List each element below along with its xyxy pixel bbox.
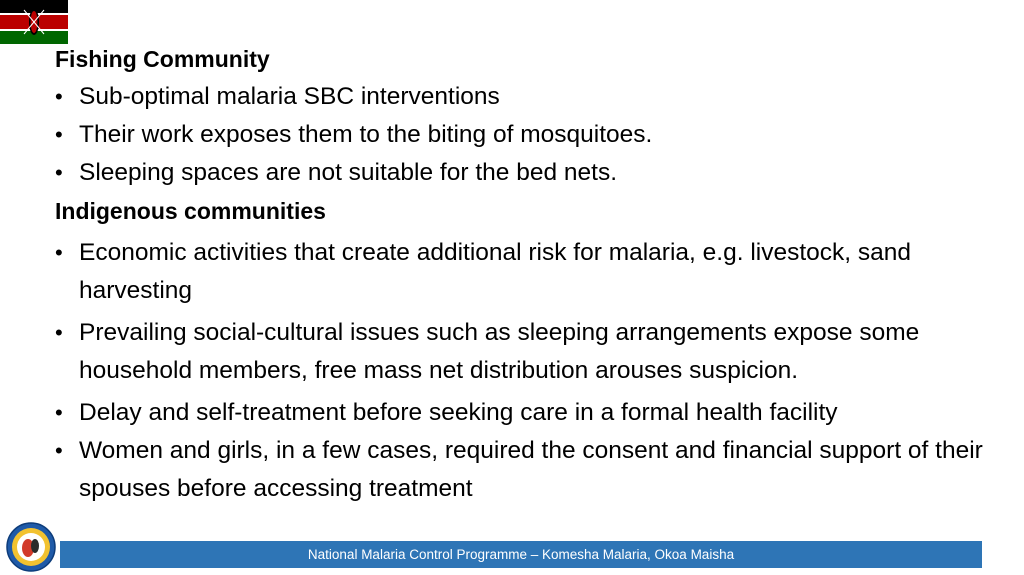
footer-bar: National Malaria Control Programme – Komesha Malaria, Okoa Maisha xyxy=(60,541,982,568)
bullet-item: • Their work exposes them to the biting of mosquitoes. xyxy=(55,116,1015,154)
bullet-item: • Prevailing social-cultural issues such as sleeping arrangements expose some household members, free mass net distribution arouses suspicion. xyxy=(55,314,1015,390)
bullet-icon: • xyxy=(55,122,63,147)
section-heading-fishing: Fishing Community xyxy=(55,46,270,72)
bullet-item: • Delay and self-treatment before seeking care in a formal health facility xyxy=(55,394,1015,432)
bullet-item: • Sleeping spaces are not suitable for the bed nets. xyxy=(55,154,1015,192)
bullet-item: • Women and girls, in a few cases, required the consent and financial support of their spouses before accessing treatment xyxy=(55,432,1015,508)
section-heading-indigenous: Indigenous communities xyxy=(55,198,326,224)
slide-content xyxy=(55,40,1015,508)
bullet-item: • Sub-optimal malaria SBC interventions xyxy=(55,78,1015,116)
bullet-item: • Economic activities that create additional risk for malaria, e.g. livestock, sand harvesting xyxy=(55,234,1015,310)
nmcp-seal-icon xyxy=(6,522,56,572)
kenya-flag-icon xyxy=(0,0,68,44)
bullet-icon: • xyxy=(55,160,63,185)
bullet-icon: • xyxy=(55,400,63,425)
bullet-icon: • xyxy=(55,320,63,345)
bullet-icon: • xyxy=(55,84,63,109)
bullet-icon: • xyxy=(55,438,63,463)
bullet-icon: • xyxy=(55,240,63,265)
